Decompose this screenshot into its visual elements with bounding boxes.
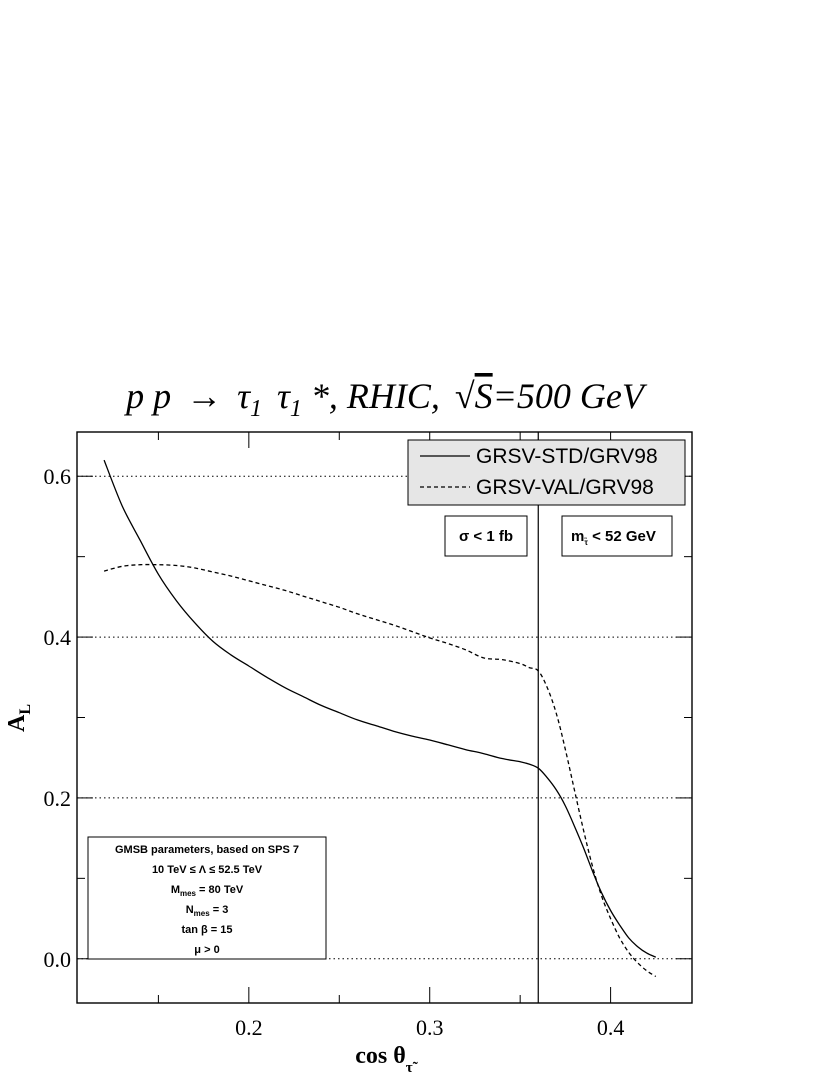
title-sqrt: √ (454, 376, 475, 416)
mass-sub: τ̃ (584, 538, 588, 547)
legend-label-val: GRSV-VAL/GRV98 (476, 476, 654, 499)
title-sub-1: 1 (249, 396, 262, 422)
chart-title (123, 376, 648, 424)
legend (408, 440, 685, 505)
x-tick-label-1: 0.3 (415, 1015, 444, 1040)
param-line-5: tan β = 15 (181, 924, 233, 936)
y-tick-label-1: 0.2 (43, 785, 71, 811)
y-tick-label-3: 0.6 (43, 464, 71, 490)
y-axis-label: $A_L$ (4, 703, 34, 733)
param-line-6: μ > 0 (194, 944, 220, 956)
title-energy: =500 GeV (492, 376, 644, 416)
param-line-2: 10 TeV ≤ Λ ≤ 52.5 TeV (151, 864, 263, 876)
x-axis-label: $\cos \theta_{\taũ}$ (355, 1043, 413, 1075)
title-star: *, RHIC, (310, 376, 440, 416)
x-tick-label-0: 0.2 (235, 1015, 263, 1040)
mass-limit-box (562, 516, 672, 556)
mass-m: m (571, 528, 585, 545)
title-s: S (474, 376, 493, 416)
mass-limit-text (571, 528, 656, 547)
cross-section-box (445, 516, 527, 556)
x-tick-label-2: 0.4 (596, 1015, 625, 1040)
cross-section-text: σ < 1 fb (458, 528, 514, 545)
title-tau-2: τ (276, 376, 290, 416)
param-line-1: GMSB parameters, based on SPS 7 (114, 844, 300, 856)
title-arrow: → (186, 376, 223, 416)
title-tau-1: τ (237, 376, 250, 416)
y-tick-label-2: 0.4 (43, 625, 71, 651)
y-tick-label-0: 0.0 (43, 946, 71, 972)
param-line-3: $M_{mes} = 80$ TeV (170, 884, 244, 898)
title-sub-2: 1 (289, 396, 302, 422)
legend-label-std: GRSV-STD/GRV98 (476, 445, 658, 468)
mass-rest: < 52 GeV (587, 528, 656, 545)
gmsb-parameters-box (88, 837, 326, 959)
title-pp: p p (126, 376, 172, 416)
param-line-4: $N_{mes} = 3$ (185, 904, 229, 918)
